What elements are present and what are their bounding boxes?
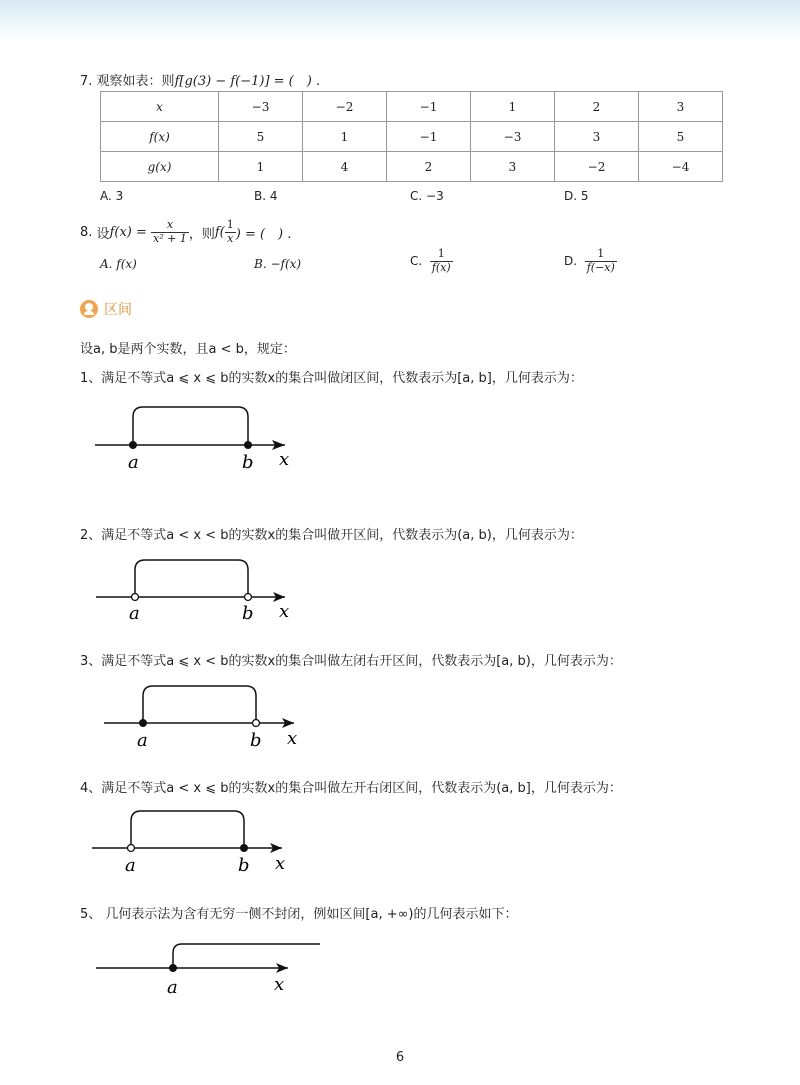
definition-left-open-right-closed: 4、满足不等式a < x ⩽ b的实数x的集合叫做左开右闭区间，代数表示为(a, b]，几何表示为：: [80, 781, 622, 796]
table-cell: −1: [387, 92, 471, 122]
fraction-numerator: 1: [430, 248, 453, 262]
interval-bracket: [173, 944, 320, 968]
section-title: 区间: [104, 302, 132, 318]
label-x: x: [275, 853, 286, 874]
table-cell: 4: [303, 152, 387, 182]
function-name: f(x) =: [109, 224, 147, 240]
label-a: a: [129, 603, 140, 624]
fraction-denominator: f(−x): [586, 260, 615, 274]
person-icon: [80, 300, 98, 318]
header-band: [0, 0, 800, 40]
fraction: [585, 248, 617, 274]
table-cell: f(x): [101, 122, 219, 152]
function-call: f(: [214, 224, 225, 240]
choice-c: [410, 248, 453, 274]
question-text: 设: [96, 226, 110, 242]
interval-bracket: [143, 686, 256, 723]
open-endpoint-b: [245, 594, 252, 601]
question-text: 观察如表：则: [96, 74, 175, 89]
section-heading: [80, 299, 132, 319]
fraction: [430, 248, 453, 274]
number-line-right-closed: [0, 800, 320, 880]
table-cell: 1: [303, 122, 387, 152]
table-cell: 5: [639, 122, 723, 152]
table-cell: 1: [471, 92, 555, 122]
label-a: a: [125, 855, 136, 876]
table-row: [101, 92, 723, 122]
fraction: [151, 219, 189, 245]
definition-open: 2、满足不等式a < x < b的实数x的集合叫做开区间，代数表示为(a, b)，几何表示为：: [80, 528, 583, 543]
label-x: x: [279, 449, 290, 470]
table-cell: 3: [555, 122, 639, 152]
label-x: x: [287, 728, 298, 749]
label-b: b: [238, 855, 250, 876]
open-endpoint-a: [132, 594, 139, 601]
fraction-denominator: x: [227, 231, 234, 245]
fraction-denominator: f(x): [431, 260, 451, 274]
interval-bracket: [131, 811, 244, 848]
table-cell: 5: [219, 122, 303, 152]
number-line-infinite: [0, 928, 340, 1008]
fraction-numerator: x: [151, 219, 189, 233]
question-expression: f[g(3) − f(−1)] = ( ) .: [174, 74, 321, 89]
table-cell: −2: [555, 152, 639, 182]
definition-left-closed-right-open: 3、满足不等式a ⩽ x < b的实数x的集合叫做左闭右开区间，代数表示为[a, b)，几何表示为：: [80, 654, 622, 669]
fraction-numerator: 1: [585, 248, 617, 262]
fraction: [225, 219, 236, 245]
closed-endpoint-a: [169, 964, 177, 972]
page-number: 6: [395, 1050, 405, 1065]
table-cell: 3: [471, 152, 555, 182]
table-cell: 3: [639, 92, 723, 122]
table-cell: −2: [303, 92, 387, 122]
closed-endpoint-b: [244, 441, 252, 449]
table-cell: 1: [219, 152, 303, 182]
choice-label: C.: [410, 254, 423, 269]
table-row: [101, 152, 723, 182]
question-number: 7.: [80, 74, 93, 89]
choice-a: A. f(x): [100, 257, 137, 271]
number-line-closed: [0, 395, 320, 475]
definition-infinite: 5、 几何表示法为含有无穷一侧不封闭，例如区间[a, +∞)的几何表示如下：: [80, 907, 518, 922]
intro-text: 设a, b是两个实数，且a < b，规定：: [80, 342, 296, 357]
interval-bracket: [133, 407, 248, 445]
question-text: ，则: [188, 226, 215, 242]
choice-b: B. 4: [254, 189, 278, 203]
table-cell: 2: [387, 152, 471, 182]
number-line-left-closed: [0, 674, 320, 754]
interval-bracket: [135, 560, 248, 593]
fraction-denominator: x² + 1: [153, 231, 187, 245]
table-cell: g(x): [101, 152, 219, 182]
fraction-numerator: 1: [226, 218, 234, 231]
choice-label: D.: [564, 254, 578, 269]
question-8-stem: [80, 219, 291, 245]
label-a: a: [137, 730, 148, 751]
table-row: [101, 122, 723, 152]
table-cell: −3: [471, 122, 555, 152]
label-x: x: [274, 974, 285, 995]
closed-endpoint-b: [240, 844, 248, 852]
definition-closed: 1、满足不等式a ⩽ x ⩽ b的实数x的集合叫做闭区间，代数表示为[a, b]，几何表示为：: [80, 371, 583, 386]
closed-endpoint-a: [129, 441, 137, 449]
choice-a: A. 3: [100, 189, 124, 203]
number-line-open: [0, 548, 320, 628]
choice-d: D. 5: [564, 189, 589, 203]
question-number: 8.: [80, 224, 93, 240]
label-b: b: [242, 452, 254, 473]
label-b: b: [250, 730, 262, 751]
table-cell: −4: [639, 152, 723, 182]
table-cell: x: [101, 92, 219, 122]
table-cell: −3: [219, 92, 303, 122]
open-endpoint-a: [128, 845, 135, 852]
table-cell: −1: [387, 122, 471, 152]
label-b: b: [242, 603, 254, 624]
table-cell: 2: [555, 92, 639, 122]
value-table: [100, 91, 723, 182]
label-a: a: [167, 977, 178, 998]
label-x: x: [279, 601, 290, 622]
open-endpoint-b: [253, 720, 260, 727]
choice-b: B. −f(x): [254, 257, 302, 271]
closed-endpoint-a: [139, 719, 147, 727]
label-a: a: [128, 452, 139, 473]
choice-d: [564, 248, 617, 274]
question-text: ) = ( ) .: [235, 226, 292, 242]
question-7-stem: [80, 70, 320, 89]
choice-c: C. −3: [410, 189, 444, 203]
